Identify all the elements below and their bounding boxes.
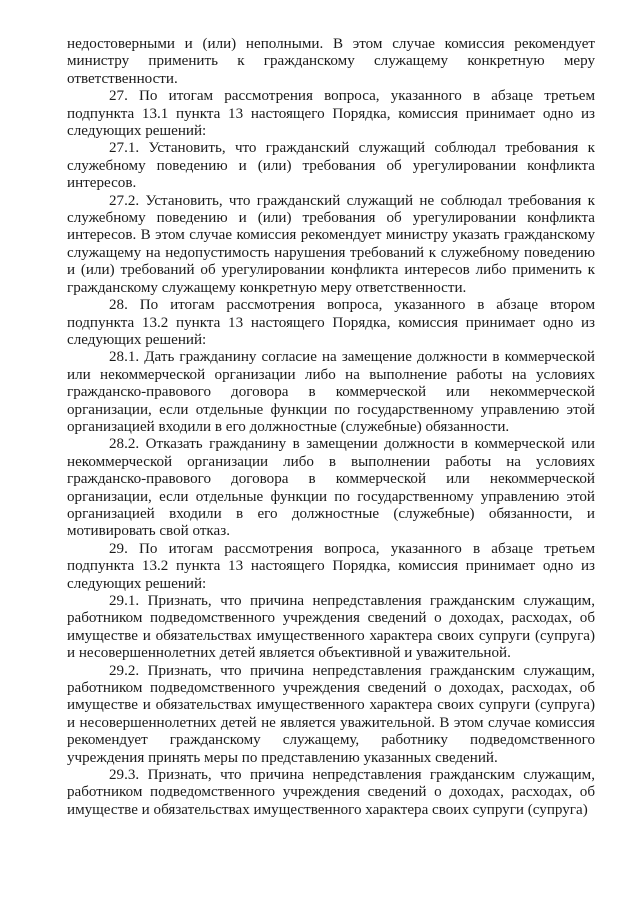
paragraph-29-3: 29.3. Признать, что причина непредставления гражданским служащим, работником подведомственного учреждения сведений о доходах, расходах, об имуществе и обязательствах имущественного характера своих супруги (супруга) — [67, 767, 595, 818]
paragraph-27-1: 27.1. Установить, что гражданский служащий соблюдал требования к служебному поведению и (или) требования об урегулировании конфликта интересов. — [67, 140, 595, 192]
paragraph-27: 27. По итогам рассмотрения вопроса, указанного в абзаце третьем подпункта 13.1 пункта 13 настоящего Порядка, комиссия принимает одно из следующих решений: — [67, 88, 595, 140]
paragraph-29-2: 29.2. Признать, что причина непредставления гражданским служащим, работником подведомственного учреждения сведений о доходах, расходах, об имуществе и обязательствах имущественного характера своих супруги (супруга) и несовершеннолетних детей не является уважительной. В этом случае комиссия рекомендует гражданскому служащему, работнику подведомственного учреждения принять меры по представлению указанных сведений. — [67, 662, 595, 766]
paragraph-29-1: 29.1. Признать, что причина непредставления гражданским служащим, работником подведомственного учреждения сведений о доходах, расходах, об имуществе и обязательствах имущественного характера своих супруги (супруга) и несовершеннолетних детей является объективной и уважительной. — [67, 593, 595, 662]
paragraph-28: 28. По итогам рассмотрения вопроса, указанного в абзаце втором подпункта 13.2 пункта 13 настоящего Порядка, комиссия принимает одно из следующих решений: — [67, 297, 595, 348]
paragraph-28-1: 28.1. Дать гражданину согласие на замещение должности в коммерческой или некоммерческой организации либо на выполнение работы на условиях гражданско-правового договора в коммерческой или некоммерческой организации, если отдельные функции по государственному управлению этой организацией входили в его должностные (служебные) обязанности. — [67, 349, 595, 435]
paragraph-29: 29. По итогам рассмотрения вопроса, указанного в абзаце третьем подпункта 13.2 пункта 13 настоящего Порядка, комиссия принимает одно из следующих решений: — [67, 540, 595, 592]
paragraph-28-2: 28.2. Отказать гражданину в замещении должности в коммерческой или некоммерческой организации либо в выполнении работы на условиях гражданско-правового договора в коммерческой или некоммерческой организации, если отдельные функции по государственному управлению этой организацией входили в его должностные (служебные) обязанности, и мотивировать свой отказ. — [67, 436, 595, 540]
paragraph-27-2: 27.2. Установить, что гражданский служащий не соблюдал требования к служебному поведению и (или) требования об урегулировании конфликта интересов. В этом случае комиссия рекомендует министру указать гражданскому служащему на недопустимость нарушения требований к служебному поведению и (или) требований об урегулировании конфликта интересов либо применить к гражданскому служащему конкретную меру ответственности. — [67, 192, 595, 296]
document-page — [67, 36, 595, 819]
paragraph-continuation: недостоверными и (или) неполными. В этом случае комиссия рекомендует министру применить к гражданскому служащему конкретную меру ответственности. — [67, 36, 595, 87]
